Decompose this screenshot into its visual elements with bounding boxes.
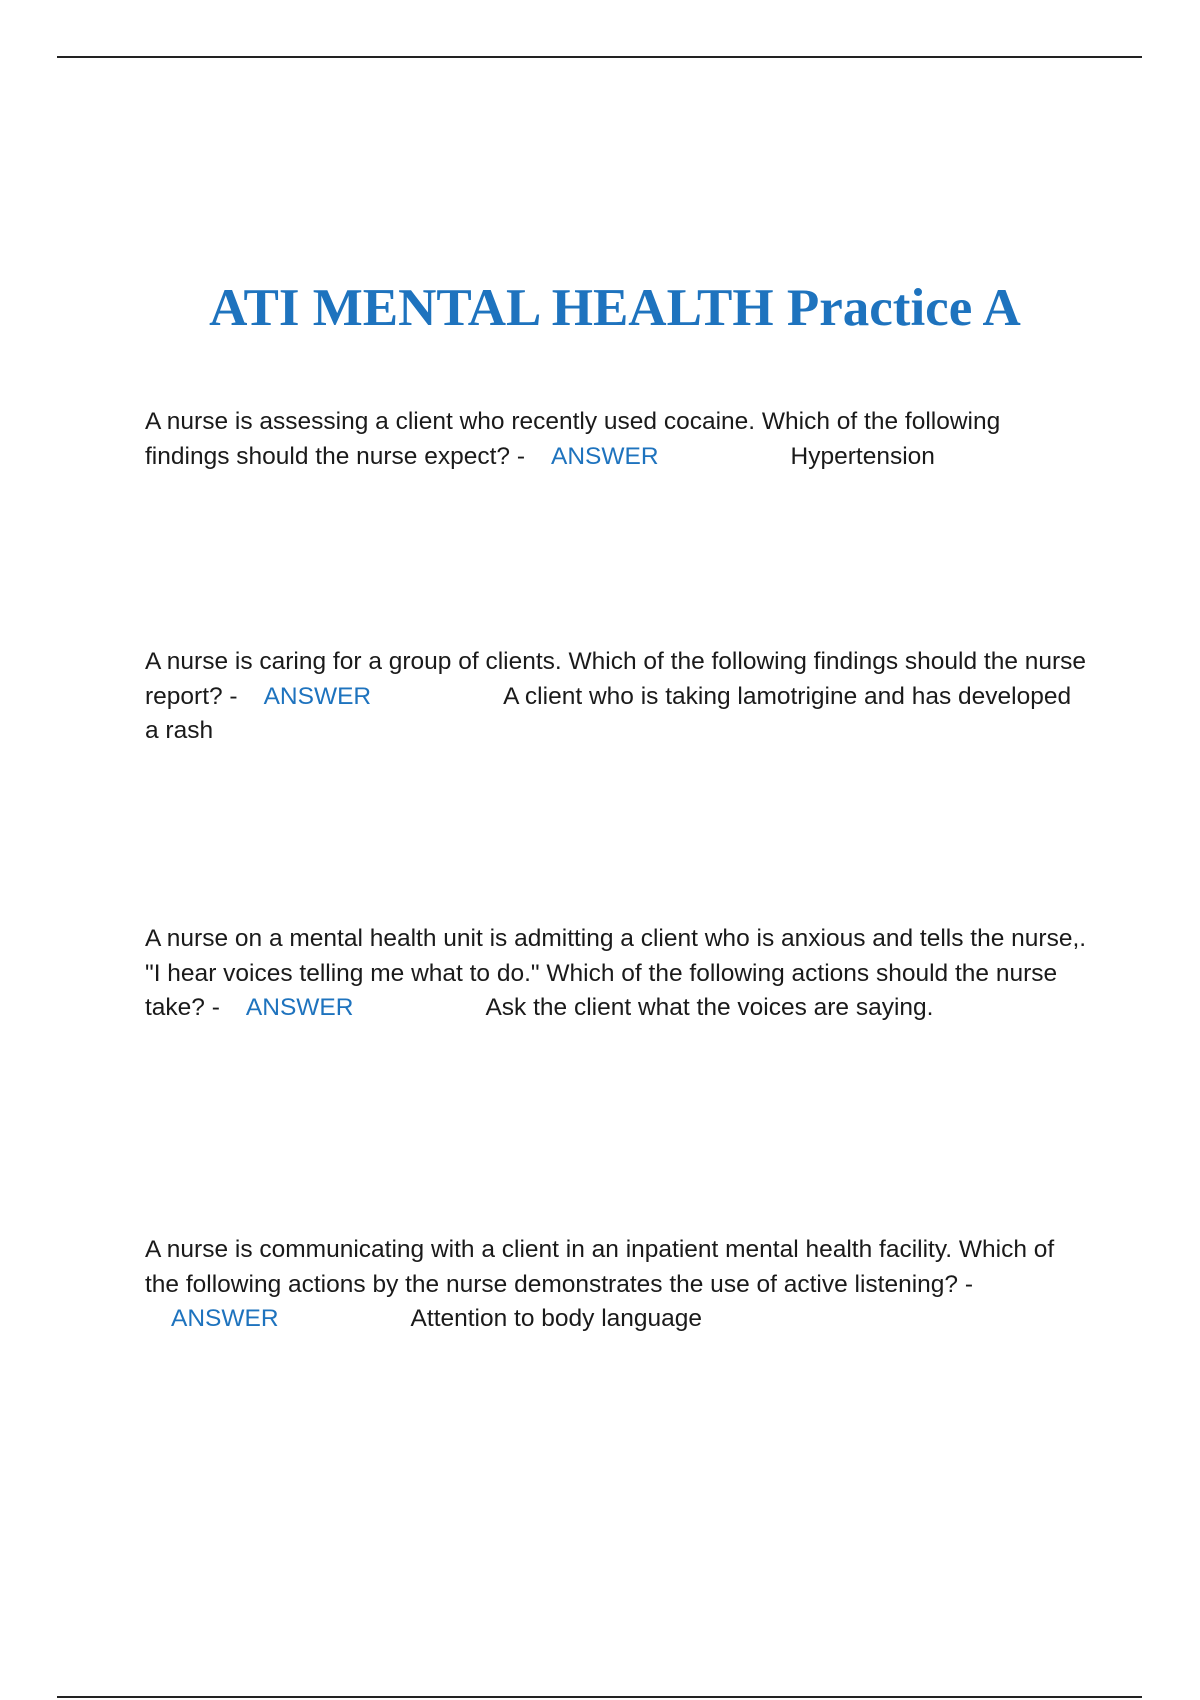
document-title: ATI MENTAL HEALTH Practice A bbox=[209, 279, 1021, 337]
answer-label: ANSWER bbox=[245, 994, 354, 1021]
question-text: A nurse is assessing a client who recently used cocaine. Which of the following findings should the nurse expect? - bbox=[145, 408, 1001, 470]
header-rule bbox=[57, 56, 1142, 58]
answer-text: Hypertension bbox=[790, 442, 935, 470]
answer-label: ANSWER bbox=[171, 1305, 279, 1332]
question-text: A nurse on a mental health unit is admitting a client who is anxious and tells the nurse,. "I hear voices telling me what to do." Which of the following actions should the nurse take? - bbox=[145, 925, 1087, 1021]
question-item bbox=[145, 1233, 1090, 1337]
question-item bbox=[145, 645, 1090, 749]
question-item bbox=[145, 922, 1090, 1026]
answer-label: ANSWER bbox=[551, 442, 659, 470]
question-item bbox=[145, 405, 1090, 474]
answer-text: A client who is taking lamotrigine and has developed a rash bbox=[145, 682, 1072, 744]
question-text: A nurse is caring for a group of clients. Which of the following findings should the nurse report? - bbox=[145, 648, 1087, 710]
question-text: A nurse is communicating with a client in an inpatient mental health facility. Which of the following actions by the nurse demonstrates the use of active listening? - bbox=[145, 1236, 1055, 1298]
footer-rule bbox=[57, 1696, 1142, 1698]
answer-text: Ask the client what the voices are saying. bbox=[485, 994, 934, 1021]
answer-label: ANSWER bbox=[263, 682, 372, 710]
answer-text: Attention to body language bbox=[410, 1305, 703, 1332]
